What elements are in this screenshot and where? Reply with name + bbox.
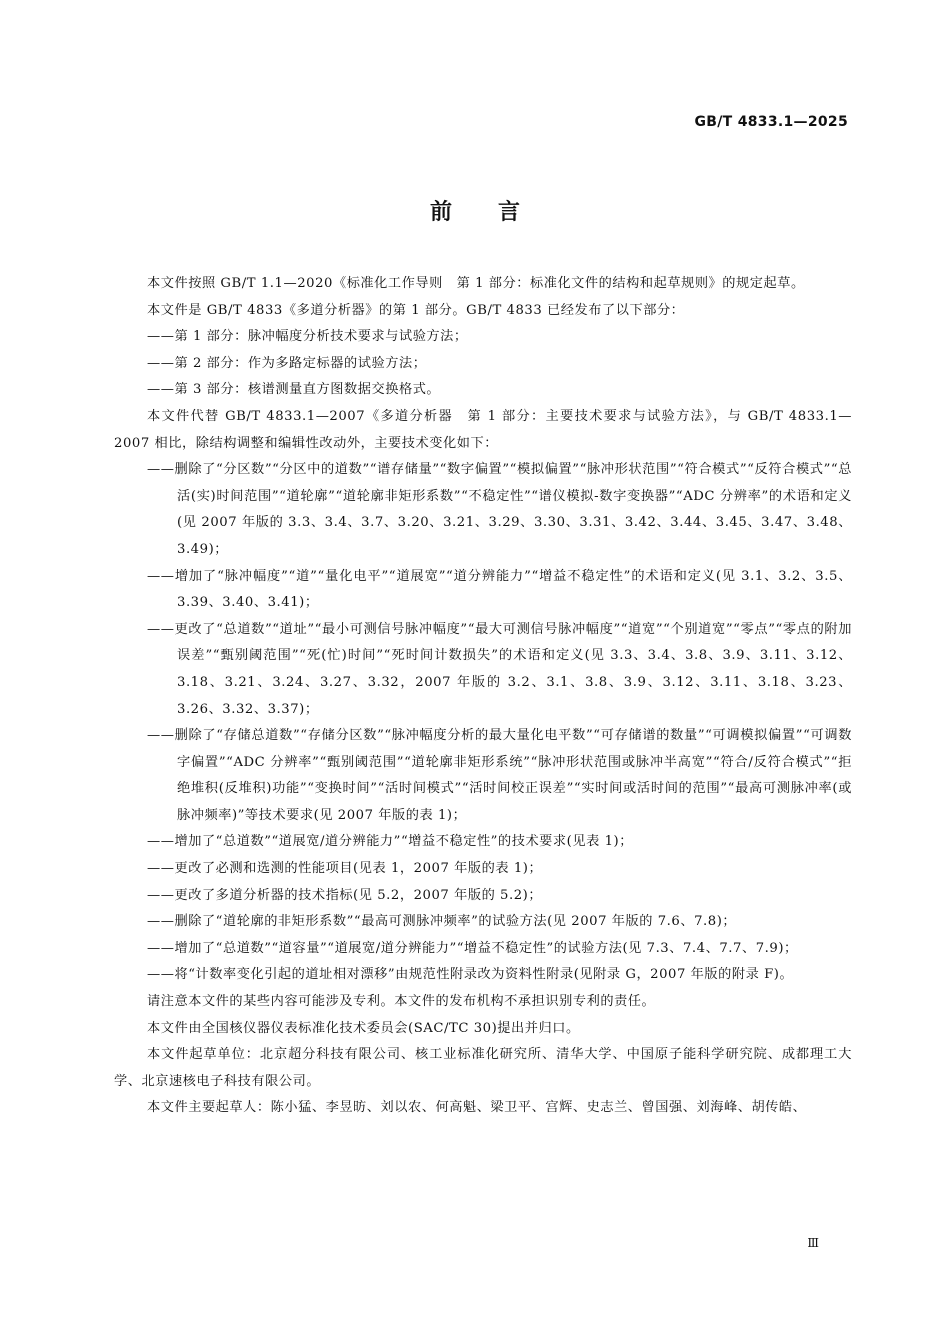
- page-number: Ⅲ: [807, 1236, 819, 1250]
- list-item: ——将“计数率变化引起的道址相对漂移”由规范性附录改为资料性附录(见附录 G，2007 年版的附录 F)。: [147, 967, 794, 983]
- list-item: ——增加了“总道数”“道容量”“道展宽/道分辨能力”“增益不稳定性”的试验方法(见 7.3、7.4、7.7、7.9)；: [147, 940, 798, 956]
- paragraph: 请注意本文件的某些内容可能涉及专利。本文件的发布机构不承担识别专利的责任。: [147, 994, 656, 1010]
- list-item: ——删除了“道轮廓的非矩形系数”“最高可测脉冲频率”的试验方法(见 2007 年版的 7.6、7.8)；: [147, 914, 737, 930]
- document-code: GB/T 4833.1—2025: [694, 114, 848, 130]
- list-item: ——第 2 部分：作为多路定标器的试验方法；: [147, 355, 427, 371]
- list-item: ——第 1 部分：脉冲幅度分析技术要求与试验方法；: [147, 329, 468, 345]
- paragraph: 本文件是 GB/T 4833《多道分析器》的第 1 部分。GB/T 4833 已经发布了以下部分：: [147, 302, 685, 318]
- paragraph: 本文件由全国核仪器仪表标准化技术委员会(SAC/TC 30)提出并归口。: [147, 1020, 580, 1036]
- list-item: ——删除了“分区数”“分区中的道数”“谱存储量”“数字偏置”“模拟偏置”“脉冲形状范围”“符合模式”“反符合模式”“总活(实)时间范围”“道轮廓”“道轮廓非矩形系数”“不稳定性”“谱仪模拟-数字变换器”“ADC 分辨率”的术语和定义(见 2007 年版的 3.3、3.4、3.7、3.20、3.21、3.29、3.30、3.31、3.42、3.44、3.45、3.47、3.48、3.49)；: [147, 462, 852, 557]
- paragraph: 本文件起草单位：北京超分科技有限公司、核工业标准化研究所、清华大学、中国原子能科学研究院、成都理工大学、北京速核电子科技有限公司。: [114, 1047, 852, 1089]
- document-body: [114, 271, 852, 1122]
- list-item: ——更改了必测和选测的性能项目(见表 1，2007 年版的表 1)；: [147, 861, 543, 877]
- list-item: ——更改了多道分析器的技术指标(见 5.2，2007 年版的 5.2)；: [147, 887, 543, 903]
- list-item: ——删除了“存储总道数”“存储分区数”“脉冲幅度分析的最大量化电平数”“可存储谱的数量”“可调模拟偏置”“可调数字偏置”“ADC 分辨率”“甄别阈范围”“道轮廓非矩形系统”“脉冲形状范围或脉冲半高宽”“符合/反符合模式”“拒绝堆积(反堆积)功能”“变换时间”“活时间模式”“活时间校正误差”“实时间或活时间的范围”“最高可测脉冲率(或脉冲频率)”等技术要求(见 2007 年版的表 1)；: [147, 728, 852, 823]
- list-item: ——更改了“总道数”“道址”“最小可测信号脉冲幅度”“最大可测信号脉冲幅度”“道宽”“个别道宽”“零点”“零点的附加误差”“甄别阈范围”“死(忙)时间”“死时间计数损失”的术语和定义(见 3.3、3.4、3.8、3.9、3.11、3.12、3.18、3.21、3.24、3.27、3.32，2007 年版的 3.2、3.1、3.8、3.9、3.12、3.11、3.18、3.23、3.26、3.32、3.37)；: [147, 621, 852, 717]
- list-item: ——增加了“脉冲幅度”“道”“量化电平”“道展宽”“道分辨能力”“增益不稳定性”的术语和定义(见 3.1、3.2、3.5、3.39、3.40、3.41)；: [147, 568, 852, 611]
- list-item: ——增加了“总道数”“道展宽/道分辨能力”“增益不稳定性”的技术要求(见表 1)；: [147, 834, 633, 850]
- paragraph: 本文件按照 GB/T 1.1—2020《标准化工作导则 第 1 部分：标准化文件的结构和起草规则》的规定起草。: [147, 276, 805, 291]
- paragraph: 本文件主要起草人：陈小猛、李昱昉、刘以农、何高魁、梁卫平、宫辉、史志兰、曾国强、刘海峰、胡传皓、: [147, 1100, 807, 1116]
- page-title: 前言: [429, 200, 566, 225]
- paragraph: 本文件代替 GB/T 4833.1—2007《多道分析器 第 1 部分：主要技术要求与试验方法》，与 GB/T 4833.1—2007 相比，除结构调整和编辑性改动外，主要技术变化如下：: [114, 408, 852, 451]
- list-item: ——第 3 部分：核谱测量直方图数据交换格式。: [147, 382, 441, 398]
